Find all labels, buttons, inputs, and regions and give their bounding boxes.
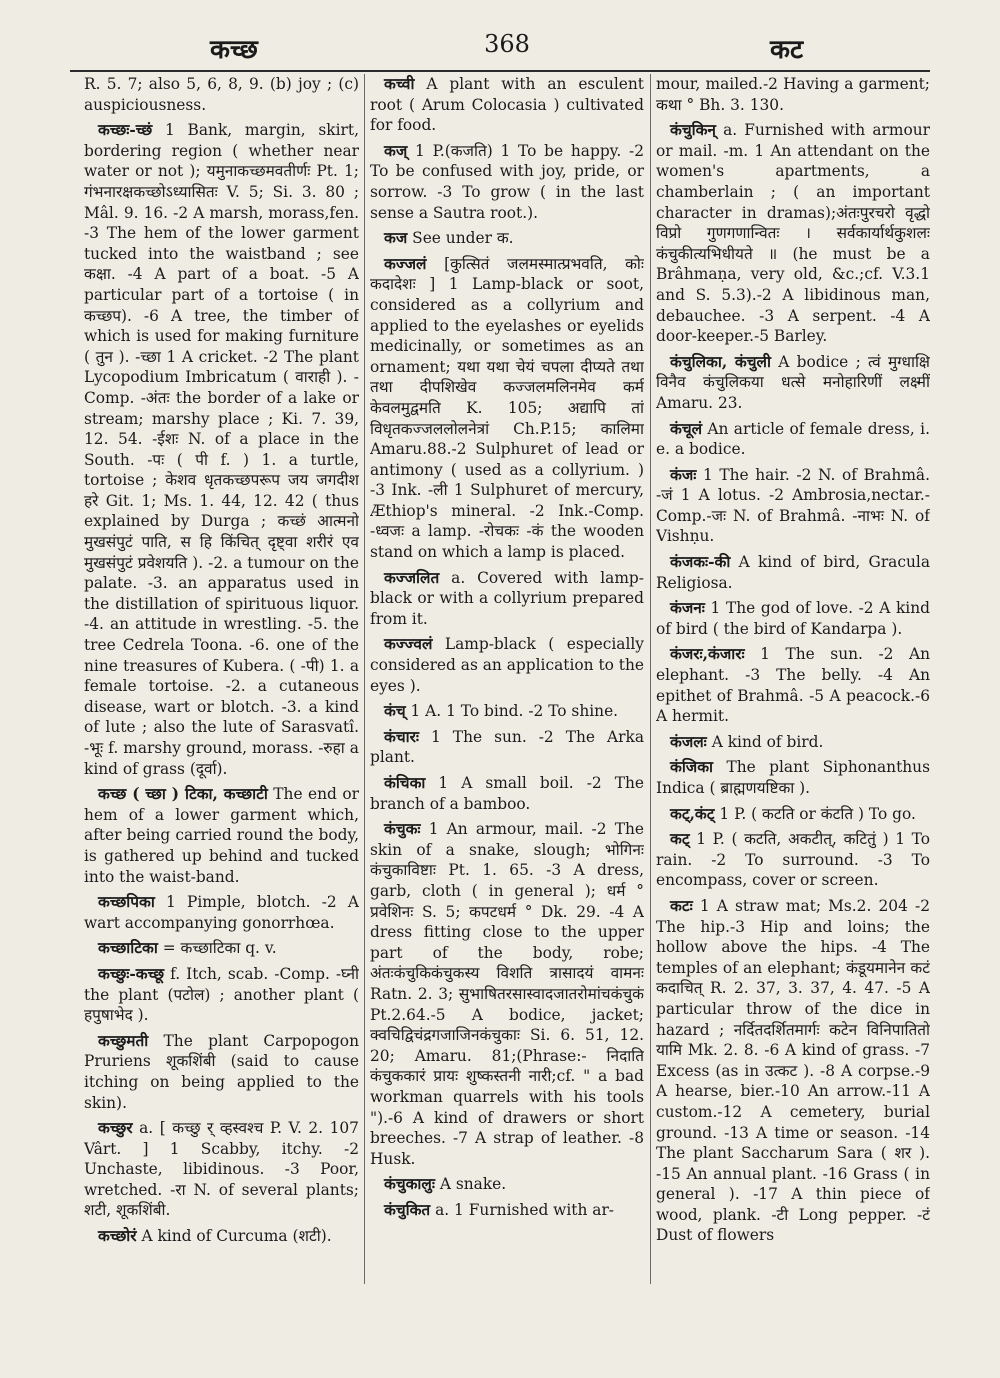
- entry-headword: कंचूलं: [670, 419, 703, 438]
- entry-definition: = कच्छाटिका q. v.: [162, 939, 277, 958]
- entry-headword: कट्: [670, 830, 690, 849]
- entry-headword: कट्,कंट्: [670, 804, 715, 823]
- entry-headword: कच्छुः-कच्छू: [98, 964, 165, 983]
- entry-definition: 1 A. 1 To bind. -2 To shine.: [410, 702, 619, 721]
- entry-definition: 1 Pimple, blotch. -2 A wart accompanying gonorrhœa.: [84, 893, 359, 932]
- dictionary-entry: [370, 74, 644, 136]
- dictionary-entry: [84, 1118, 359, 1221]
- entry-headword: कच्छुमती: [98, 1031, 149, 1050]
- entry-headword: कंचुकालुः: [384, 1175, 435, 1194]
- dictionary-entry: [370, 141, 644, 223]
- entry-definition: 1 The sun. -2 The Arka plant.: [370, 727, 644, 767]
- entry-headword: कच्छुर: [98, 1119, 133, 1138]
- entry-definition: 1 The sun. -2 An elephant. -3 The belly. -4 An epithet of Brahmâ. -5 A peacock.-6 A hermit.: [656, 645, 930, 726]
- entry-definition: The plant Siphonanthus Indica ( ब्राह्मणयष्टिका ).: [656, 758, 930, 797]
- dictionary-entry: [84, 892, 359, 933]
- column-divider-2: [650, 74, 651, 1284]
- entry-definition: The end or hem of a lower garment which, after being carried round the body, is gathered up behind and tucked into the waist-band.: [84, 785, 359, 886]
- entry-definition: The plant Carpopogon Pruriens शूकशिंबी (said to cause itching on being applied to the skin).: [84, 1031, 359, 1112]
- dictionary-entry: [656, 644, 930, 726]
- entry-definition: 1 Bank, margin, skirt, bordering region ( whether near water or not ); यमुनाकच्छमवतीर्णः Pt. 1; गंभनारक्षकच्छोऽध्यासितः V. 5; Si. 3. 80 ; Mâl. 9. 16. -2 A marsh, morass,fen. -3 The hem of the lower garment tucked into the waistband ; see कक्षा. -4 A part of a boat. -5 A particular part of a tortoise ( in कच्छप). -6 A tree, the timber of which is used for making furniture ( तुन ). -च्छा 1 A cricket. -2 The plant Lycopodium Imbricatum ( वाराही ). -Comp. -अंतः the border of a lake or stream; marshy place ; Ki. 7. 39, 12. 54. -ईशः N. of a place in the South. -पः ( पी f. ) 1. a turtle, tortoise ; केशव धृतकच्छपरूप जय जगदीश हरे Git. 1; Ms. 1. 44, 12. 42 ( thus explained by Durga ; कच्छं आत्मनो मुखसंपुटं पाति, स हि किंचित् दृष्ट्वा शरीरं एव मुखसंपुटं प्रवेशयति ). -2. a tumour on the palate. -3. an apparatus used in the distillation of spirituous liquor. -4. an attitude in wrestling. -5. the tree Cedrela Toona. -6. one of the nine treasures of Kubera. ( -पी) 1. a female tortoise. -2. a cutaneous disease, wart or blotch. -3. a kind of lute ; also the lute of Sarasvatî. -भूः f. marshy ground, morass. -रुहा a kind of grass (दूर्वा).: [84, 121, 359, 778]
- dictionary-entry: [370, 773, 644, 814]
- entry-headword: कच्छोरं: [98, 1227, 137, 1246]
- entry-headword: कच्छाटिका: [98, 939, 158, 958]
- entry-headword: कज्ज्वलं: [384, 635, 433, 654]
- entry-definition: 1 A straw mat; Ms.2. 204 -2 The hip.-3 Hip and loins; the hollow above the hips. -4 The temples of an elephant; कंडूयमानेन कटं कदाचित् R. 2. 37, 3. 37, 4. 47. -5 A particular throw of the dice in hazard ; नर्दितदर्शितमार्गः कटेन विनिपातितो यामि Mk. 2. 8. -6 A kind of grass. -7 Excess (as in उत्कट ). -8 A corpse.-9 A hearse, bier.-10 An arrow.-11 A custom.-12 A cemetery, burial ground. -13 A time or season. -14 The plant Saccharum Sara ( शर ). -15 An annual plant. -16 Grass ( in general ). -17 A thin piece of wood, plank. -टी Long pepper. -टं Dust of flowers: [656, 896, 930, 1245]
- entry-headword: कच्छः-च्छं: [98, 121, 153, 140]
- entry-definition: a. Furnished with armour or mail. -m. 1 An attendant on the women's apartments, a chamberlain ; ( an important character in dramas);अंतःपुरचरो वृद्धो विप्रो गुणगणान्वितः । सर्वकार्यार्थकुशलः कंचुकीत्यभिधीयते ॥ (he must be a Brâhmaṇa, very old, &c.;cf. V.3.1 and S. 5.3).-2 A libidinous man, debauchee. -3 A serpent. -4 A door-keeper.-5 Barley.: [656, 121, 930, 346]
- dictionary-entry: [370, 701, 644, 722]
- entry-headword: कच्छपिका: [98, 893, 155, 912]
- entry-headword: कंजिका: [670, 758, 714, 777]
- entry-headword: कंचुकः: [384, 820, 421, 839]
- dictionary-entry: [656, 552, 930, 593]
- dictionary-entry: [656, 896, 930, 1246]
- entry-headword: कच्वी: [384, 75, 415, 93]
- right-guide-word: कट: [770, 35, 804, 65]
- entry-definition: 1 The god of love. -2 A kind of bird ( the bird of Kandarpa ).: [656, 599, 930, 638]
- column-2: [370, 74, 644, 1284]
- page-number: 368: [484, 30, 530, 58]
- entry-definition: 1 P. ( कटति or कंटति ) To go.: [719, 804, 916, 823]
- entry-definition: R. 5. 7; also 5, 6, 8, 9. (b) joy ; (c) auspiciousness.: [84, 75, 359, 114]
- entry-definition: a. Covered with lamp-black or with a collyrium prepared from it.: [370, 568, 644, 628]
- entry-headword: कंजनः: [670, 599, 705, 618]
- dictionary-entry: [656, 757, 930, 798]
- dictionary-entry: [656, 352, 930, 414]
- entry-definition: A kind of Curcuma (शटी).: [141, 1227, 332, 1246]
- dictionary-entry: [84, 784, 359, 887]
- entry-headword: कंचिका: [384, 774, 426, 792]
- dictionary-entry: [656, 598, 930, 639]
- dictionary-entry: [84, 120, 359, 779]
- left-guide-word: कच्छ: [210, 35, 258, 65]
- entry-headword: कज्: [384, 141, 408, 160]
- column-divider-1: [364, 74, 365, 1284]
- entry-headword: कज्जलं: [384, 254, 427, 273]
- entry-headword: कंचारः: [384, 727, 419, 746]
- dictionary-entry: [370, 228, 644, 249]
- entry-headword: कंजरः,कंजारः: [670, 645, 745, 664]
- dictionary-entry: [84, 74, 359, 115]
- entry-headword: कज: [384, 229, 408, 248]
- entry-definition: See under क.: [412, 229, 514, 248]
- dictionary-entry: [84, 1226, 359, 1247]
- dictionary-entry: [370, 819, 644, 1169]
- dictionary-entry: [370, 568, 644, 630]
- entry-headword: कंचुलिका, कंचुली: [670, 352, 771, 371]
- dictionary-entry: [656, 465, 930, 547]
- entry-headword: कंजकः-की: [670, 553, 731, 572]
- dictionary-entry: [84, 938, 359, 959]
- entry-headword: कंचुकिन्: [670, 121, 716, 140]
- dictionary-entry: [370, 1174, 644, 1195]
- entry-definition: A kind of bird, Gracula Religiosa.: [656, 553, 930, 592]
- dictionary-entry: [656, 829, 930, 891]
- dictionary-entry: [656, 804, 930, 825]
- entry-definition: A kind of bird.: [711, 732, 824, 751]
- header-rule: [70, 70, 930, 72]
- entry-definition: A snake.: [439, 1175, 507, 1194]
- entry-headword: कंचुकित: [384, 1200, 431, 1219]
- column-1: [84, 74, 359, 1284]
- dictionary-entry: [84, 1031, 359, 1113]
- entry-definition: mour, mailed.-2 Having a garment; कथा ° Bh. 3. 130.: [656, 75, 930, 114]
- dictionary-entry: [656, 120, 930, 347]
- entry-headword: कज्जलित: [384, 568, 440, 587]
- entry-headword: कंजः: [670, 465, 697, 484]
- dictionary-entry: [84, 964, 359, 1026]
- entry-definition: 1 An armour, mail. -2 The skin of a snake, slough; भोगिनः कंचुकाविष्टाः Pt. 1. 65. -3 A dress, garb, cloth ( in general ); धर्म ° प्रवेशिनः S. 5; कपटधर्म ° Dk. 29. -4 A dress fitting close to the upper part of the body, robe; अंतःकंचुकिकंचुकस्य विशति त्रासादयं वामनः Ratn. 2. 3; सुभाषितरसास्वादजातरोमांचकंचुकं Pt.2.64.-5 A bodice, jacket; क्वचिद्विचंद्रगजाजिनकंचुकाः Si. 6. 51, 12. 20; Amaru. 81;(Phrase:- निदाति कंचुककारं प्रायः शुष्कस्तनी नारी;cf. " a bad workman quarrels with his tools ").-6 A kind of drawers or short breeches. -7 A strap of leather. -8 Husk.: [370, 820, 644, 1168]
- entry-headword: कंच्: [384, 702, 406, 721]
- dictionary-entry: [656, 419, 930, 460]
- entry-headword: कच्छ ( च्छा ) टिका, कच्छाटी: [98, 785, 268, 804]
- page-header: [0, 24, 1000, 70]
- entry-definition: f. Itch, scab. -Comp. -घ्नी the plant (पटोल) ; another plant ( हपुषाभेद ).: [84, 964, 359, 1025]
- dictionary-entry: [656, 74, 930, 115]
- dictionary-entry: [370, 254, 644, 563]
- entry-definition: 1 A small boil. -2 The branch of a bamboo.: [370, 774, 644, 813]
- entry-definition: 1 The hair. -2 N. of Brahmâ. -जं 1 A lotus. -2 Ambrosia,nectar.-Comp.-जः N. of Brahmâ. -नाभः N. of Vishṇu.: [656, 465, 930, 546]
- entry-definition: A plant with an esculent root ( Arum Colocasia ) cultivated for food.: [370, 75, 644, 135]
- entry-definition: An article of female dress, i. e. a bodice.: [656, 419, 930, 459]
- entry-definition: Lamp-black ( especially considered as an application to the eyes ).: [370, 635, 644, 695]
- entry-definition: A bodice ; त्वं मुग्धाक्षि विनैव कंचुलिकया धत्से मनोहारिणीं लक्ष्मीं Amaru. 23.: [656, 352, 930, 412]
- dictionary-entry: [656, 732, 930, 753]
- entry-headword: कंजलः: [670, 732, 707, 751]
- entry-definition: [कुत्सितं जलमस्मात्प्रभवति, कोः कदादेशः ] 1 Lamp-black or soot, considered as a collyrium and applied to the eyelashes or eyelids medicinally, or sometimes as an ornament; यथा यथा चेयं चपला दीप्यते तथा तथा दीपशिखेव कज्जलमलिनमेव कर्म केवलमुद्वमति K. 105; अद्यापि तां विधृतकज्जललोलनेत्रां Ch.P.15; कालिमा Amaru.88.-2 Sulphuret of lead or antimony ( used as a collyrium. ) -3 Ink. -ली 1 Sulphuret of mercury, Æthiop's mineral. -2 Ink.-Comp. -ध्वजः a lamp. -रोचकः -कं the wooden stand on which a lamp is placed.: [370, 254, 644, 562]
- dictionary-entry: [370, 634, 644, 696]
- entry-definition: 1 P. ( कटति, अकटीत्, कटितुं ) 1 To rain. -2 To surround. -3 To encompass, cover or screen.: [656, 830, 930, 890]
- dictionary-entry: [370, 1200, 644, 1221]
- column-3: [656, 74, 930, 1284]
- entry-headword: कटः: [670, 896, 693, 915]
- entry-definition: 1 P.(कजति) 1 To be happy. -2 To be confused with joy, pride, or sorrow. -3 To grow ( in the last sense a Sautra root.).: [370, 141, 644, 222]
- dictionary-entry: [370, 727, 644, 768]
- entry-definition: a. 1 Furnished with ar-: [435, 1200, 615, 1219]
- entry-definition: a. [ कच्छु र् व्हस्वश्च P. V. 2. 107 Vârt. ] 1 Scabby, itchy. -2 Unchaste, libidinous. -3 Poor, wretched. -रा N. of several plants; शटी, शूकशिंबी.: [84, 1119, 359, 1220]
